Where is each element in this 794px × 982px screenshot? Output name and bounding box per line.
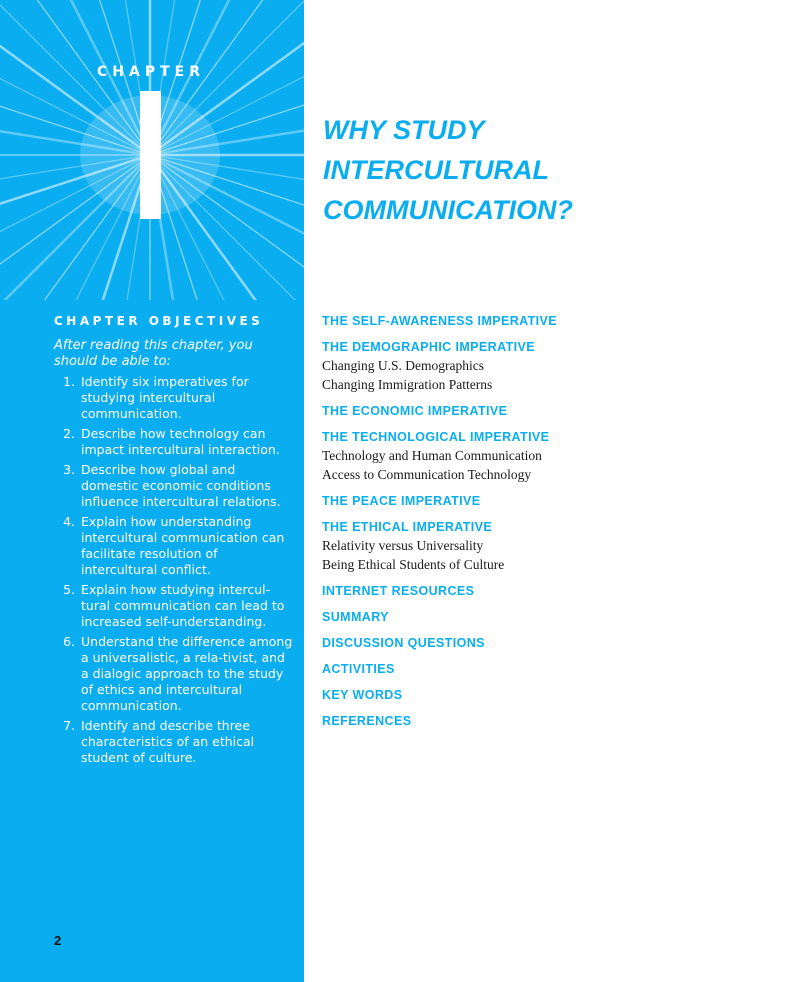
toc-section: [322, 338, 762, 394]
toc-subheading: Changing U.S. Demographics: [322, 358, 484, 373]
toc-section: [322, 634, 762, 652]
toc-heading: KEY WORDS: [322, 688, 403, 702]
toc-section: [322, 608, 762, 626]
title-line: INTERCULTURAL: [323, 155, 549, 185]
toc-subheading: Relativity versus Universality: [322, 538, 484, 553]
objective-text: Explain how understanding intercultural communication can facilitate resolution of intercultural conflict.: [81, 514, 285, 577]
toc-heading: THE PEACE IMPERATIVE: [322, 494, 481, 508]
chapter-contents: [322, 312, 762, 738]
objective-item: [54, 426, 294, 458]
chapter-label: CHAPTER: [97, 64, 205, 80]
chapter-objectives: [54, 314, 294, 770]
objective-item: [54, 462, 294, 510]
toc-heading: INTERNET RESOURCES: [322, 584, 475, 598]
objective-text: Describe how technology can impact intercultural interaction.: [81, 426, 280, 457]
toc-heading: REFERENCES: [322, 714, 412, 728]
toc-heading: THE ETHICAL IMPERATIVE: [322, 520, 493, 534]
page-number: 2: [54, 933, 62, 948]
toc-section: [322, 492, 762, 510]
toc-section: [322, 312, 762, 330]
title-line: WHY STUDY: [323, 115, 485, 145]
objective-number: 7.: [63, 718, 75, 733]
objective-text: Describe how global and domestic economic conditions influence intercultural relations.: [81, 462, 281, 509]
toc-heading: THE ECONOMIC IMPERATIVE: [322, 404, 508, 418]
objective-item: [54, 634, 294, 714]
toc-section: [322, 660, 762, 678]
objective-item: [54, 374, 294, 422]
toc-heading: THE TECHNOLOGICAL IMPERATIVE: [322, 430, 550, 444]
objective-number: 5.: [63, 582, 75, 597]
chapter-number-1: [140, 91, 161, 219]
toc-section: [322, 518, 762, 574]
toc-heading: ACTIVITIES: [322, 662, 395, 676]
objective-item: [54, 582, 294, 630]
objective-number: 6.: [63, 634, 75, 649]
objective-text: Identify six imperatives for studying intercultural communication.: [81, 374, 249, 421]
toc-heading: THE SELF-AWARENESS IMPERATIVE: [322, 314, 558, 328]
chapter-sidebar: [0, 0, 304, 982]
objective-number: 3.: [63, 462, 75, 477]
objectives-intro: After reading this chapter, you should be able to:: [54, 338, 253, 369]
objectives-heading: CHAPTER OBJECTIVES: [54, 314, 264, 328]
toc-subheading: Access to Communication Technology: [322, 467, 532, 482]
toc-section: [322, 402, 762, 420]
toc-subheading: Technology and Human Communication: [322, 448, 542, 463]
objective-number: 2.: [63, 426, 75, 441]
toc-section: [322, 712, 762, 730]
chapter-title: [323, 110, 573, 230]
toc-subheading: Changing Immigration Patterns: [322, 377, 493, 392]
objectives-list: [54, 374, 294, 766]
toc-section: [322, 582, 762, 600]
objective-text: Identify and describe three characteristics of an ethical student of culture.: [81, 718, 255, 765]
toc-heading: SUMMARY: [322, 610, 389, 624]
objective-item: [54, 514, 294, 578]
toc-heading: THE DEMOGRAPHIC IMPERATIVE: [322, 340, 535, 354]
toc-heading: DISCUSSION QUESTIONS: [322, 636, 485, 650]
objective-text: Understand the difference among a universalistic, a rela-tivist, and a dialogic approach to the study of ethics and intercultural communication.: [81, 634, 293, 713]
toc-section: [322, 428, 762, 484]
title-line: COMMUNICATION?: [323, 195, 573, 225]
toc-section: [322, 686, 762, 704]
objective-number: 1.: [63, 374, 75, 389]
objective-item: [54, 718, 294, 766]
objective-number: 4.: [63, 514, 75, 529]
toc-subheading: Being Ethical Students of Culture: [322, 557, 505, 572]
objective-text: Explain how studying intercul-tural communication can lead to increased self-understanding.: [81, 582, 285, 629]
